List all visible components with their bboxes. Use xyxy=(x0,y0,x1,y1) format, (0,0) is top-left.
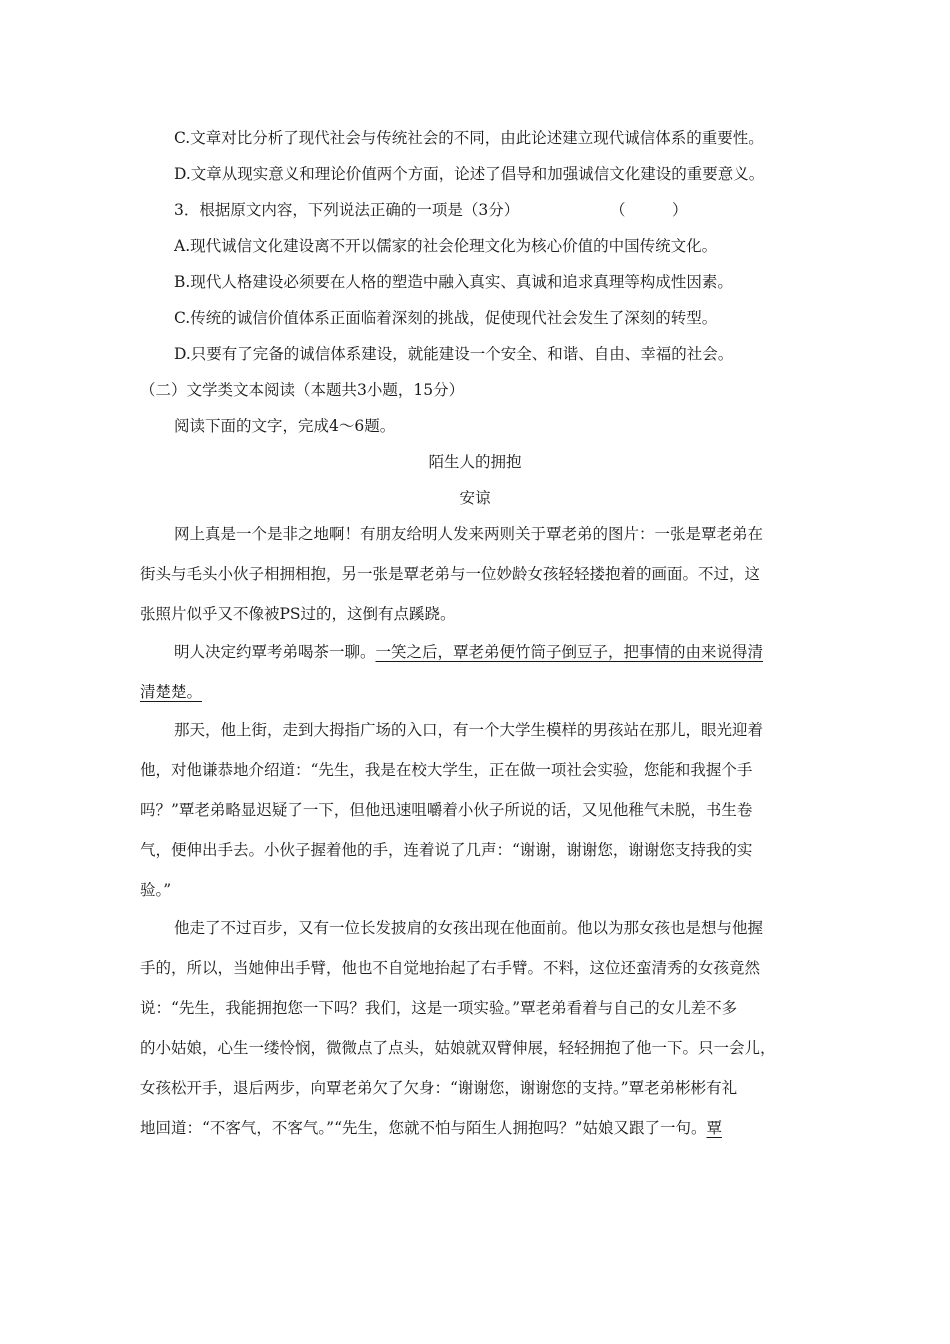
article-line xyxy=(140,1118,722,1138)
article-line: 那天，他上街，走到大拇指广场的入口，有一个大学生模样的男孩站在那儿，眼光迎着 xyxy=(174,721,764,739)
q3-stem: 3．根据原文内容，下列说法正确的一项是（3分） xyxy=(174,201,520,219)
q2-option-c: C.文章对比分析了现代社会与传统社会的不同，由此论述建立现代诚信体系的重要性。 xyxy=(174,129,764,147)
underlined-sentence: 一笑之后，覃老弟便竹筒子倒豆子，把事情的由来说得清 xyxy=(375,643,764,661)
section-heading: （二）文学类文本阅读（本题共3小题，15分） xyxy=(140,381,465,399)
q3-answer-blank: （ ） xyxy=(610,201,688,219)
article-line: 女孩松开手，退后两步，向覃老弟欠了欠身：“谢谢您，谢谢您的支持。”覃老弟彬彬有礼 xyxy=(140,1079,738,1097)
underlined-sentence-start: 覃 xyxy=(706,1119,722,1137)
article-author: 安谅 xyxy=(459,489,491,507)
section-instruction: 阅读下面的文字，完成4～6题。 xyxy=(174,417,396,435)
article-line: 街头与毛头小伙子相拥相抱，另一张是覃老弟与一位妙龄女孩轻轻搂抱着的画面。不过，这 xyxy=(140,565,761,583)
article-text: 地回道：“不客气，不客气。”“先生，您就不怕与陌生人拥抱吗？”姑娘又跟了一句。 xyxy=(140,1119,707,1137)
q3-option-b: B.现代人格建设必须要在人格的塑造中融入真实、真诚和追求真理等构成性因素。 xyxy=(174,273,733,291)
article-line: 网上真是一个是非之地啊！有朋友给明人发来两则关于覃老弟的图片：一张是覃老弟在 xyxy=(174,525,764,543)
article-line xyxy=(174,642,763,662)
q3-option-a: A.现代诚信文化建设离不开以儒家的社会伦理文化为核心价值的中国传统文化。 xyxy=(174,237,718,255)
article-line: 验。” xyxy=(140,881,172,899)
q2-option-d: D.文章从现实意义和理论价值两个方面，论述了倡导和加强诚信文化建设的重要意义。 xyxy=(174,165,765,183)
underlined-sentence-end: 清楚楚。 xyxy=(140,683,203,701)
article-line: 他，对他谦恭地介绍道：“先生，我是在校大学生，正在做一项社会实验，您能和我握个手 xyxy=(140,761,753,779)
article-line: 说：“先生，我能拥抱您一下吗？我们，这是一项实验。”覃老弟看着与自己的女儿差不多 xyxy=(140,999,738,1017)
q3-option-d: D.只要有了完备的诚信体系建设，就能建设一个安全、和谐、自由、幸福的社会。 xyxy=(174,345,734,363)
article-line: 吗？”覃老弟略显迟疑了一下，但他迅速咀嚼着小伙子所说的话，又见他稚气未脱，书生卷 xyxy=(140,801,753,819)
article-line: 张照片似乎又不像被PS过的，这倒有点蹊跷。 xyxy=(140,605,456,623)
article-line: 手的，所以，当她伸出手臂，他也不自觉地抬起了右手臂。不料，这位还蛮清秀的女孩竟然 xyxy=(140,959,761,977)
article-text: 明人决定约覃考弟喝茶一聊。 xyxy=(174,643,376,661)
article-line: 气，便伸出手去。小伙子握着他的手，连着说了几声：“谢谢，谢谢您，谢谢您支持我的实 xyxy=(140,841,753,859)
article-title: 陌生人的拥抱 xyxy=(428,453,522,471)
article-line: 的小姑娘，心生一缕怜悯，微微点了点头，姑娘就双臂伸展，轻轻拥抱了他一下。只一会儿， xyxy=(140,1039,776,1057)
q3-option-c: C.传统的诚信价值体系正面临着深刻的挑战，促使现代社会发生了深刻的转型。 xyxy=(174,309,718,327)
article-line: 他走了不过百步，又有一位长发披肩的女孩出现在他面前。他以为那女孩也是想与他握 xyxy=(174,919,764,937)
